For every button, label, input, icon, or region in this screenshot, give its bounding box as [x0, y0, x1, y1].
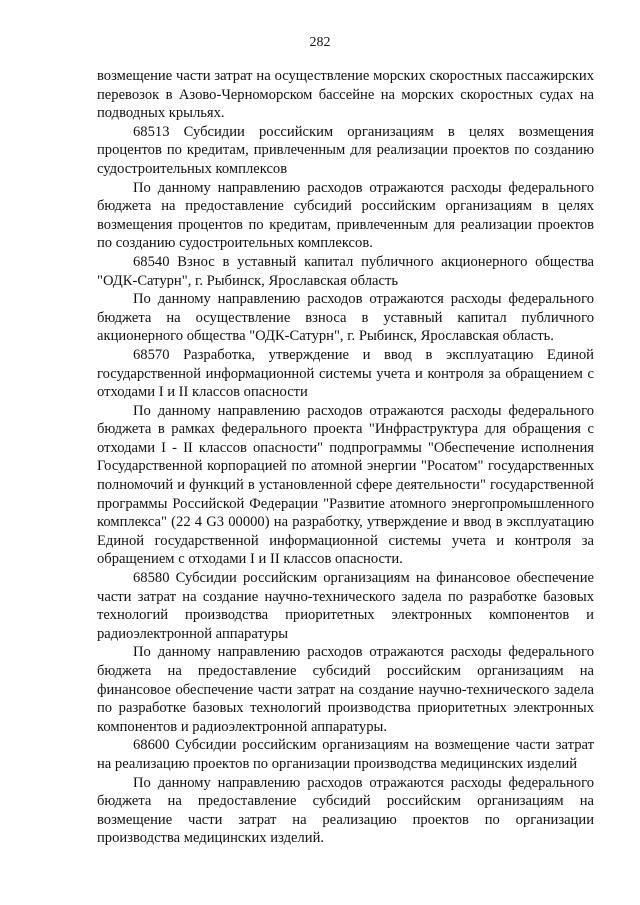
- paragraph: 68580 Субсидии российским организациям на финансовое обеспечение части затрат на создание научно-технического задела по разработке базовых технологий производства приоритетных электронных компонентов и радиоэлектронной аппаратуры: [97, 570, 594, 642]
- paragraph: возмещение части затрат на осуществление морских скоростных пассажирских перевозок в Азово-Черноморском бассейне на морских скоростных судах на подводных крыльях.: [97, 68, 594, 122]
- paragraph: По данному направлению расходов отражаются расходы федерального бюджета на предоставление субсидий российским организациям на финансовое обеспечение части затрат на создание научно-технического задела по разработке базовых технологий производства приоритетных электронных компонентов и радиоэлектронной аппаратуры.: [97, 644, 594, 735]
- paragraph: По данному направлению расходов отражаются расходы федерального бюджета на предоставление субсидий российским организациям на возмещение части затрат на реализацию проектов по организации производства медицинских изделий.: [97, 774, 594, 847]
- paragraph: 68570 Разработка, утверждение и ввод в эксплуатацию Единой государственной информационной системы учета и контроля за обращением с отходами I и II классов опасности: [97, 346, 594, 401]
- paragraph: 68600 Субсидии российским организациям на возмещение части затрат на реализацию проектов по организации производства медицинских изделий: [97, 737, 594, 772]
- paragraph: По данному направлению расходов отражаются расходы федерального бюджета на осуществление взноса в уставный капитал публичного акционерного общества "ОДК-Сатурн", г. Рыбинск, Ярославская область.: [97, 291, 594, 345]
- document-body: [97, 67, 594, 848]
- paragraph: 68513 Субсидии российским организациям в целях возмещения процентов по кредитам, привлеченным для реализации проектов по созданию судостроительных комплексов: [97, 123, 594, 177]
- paragraph: По данному направлению расходов отражаются расходы федерального бюджета на предоставление субсидий российским организациям в целях возмещения процентов по кредитам, привлеченным для реализации проектов по созданию судостроительных комплексов.: [97, 179, 594, 252]
- paragraph: По данному направлению расходов отражаются расходы федерального бюджета в рамках федерального проекта "Инфраструктура для обращения с отходами I - II классов опасности" подпрограммы "Обеспечение исполнения Государственной корпорацией по атомной энергии "Росатом" государственных полномочий и функций в установленной сфере деятельности" государственной программы Российской Федерации "Развитие атомного энергопромышленного комплекса" (22 4 G3 00000) на разработку, утверждение и ввод в эксплуатацию Единой государственной информационной системы учета и контроля за обращением с отходами I и II классов опасности.: [97, 402, 594, 568]
- paragraph: 68540 Взнос в уставный капитал публичного акционерного общества "ОДК-Сатурн", г. Рыбинск, Ярославская область: [97, 253, 594, 289]
- page-number: 282: [309, 35, 331, 50]
